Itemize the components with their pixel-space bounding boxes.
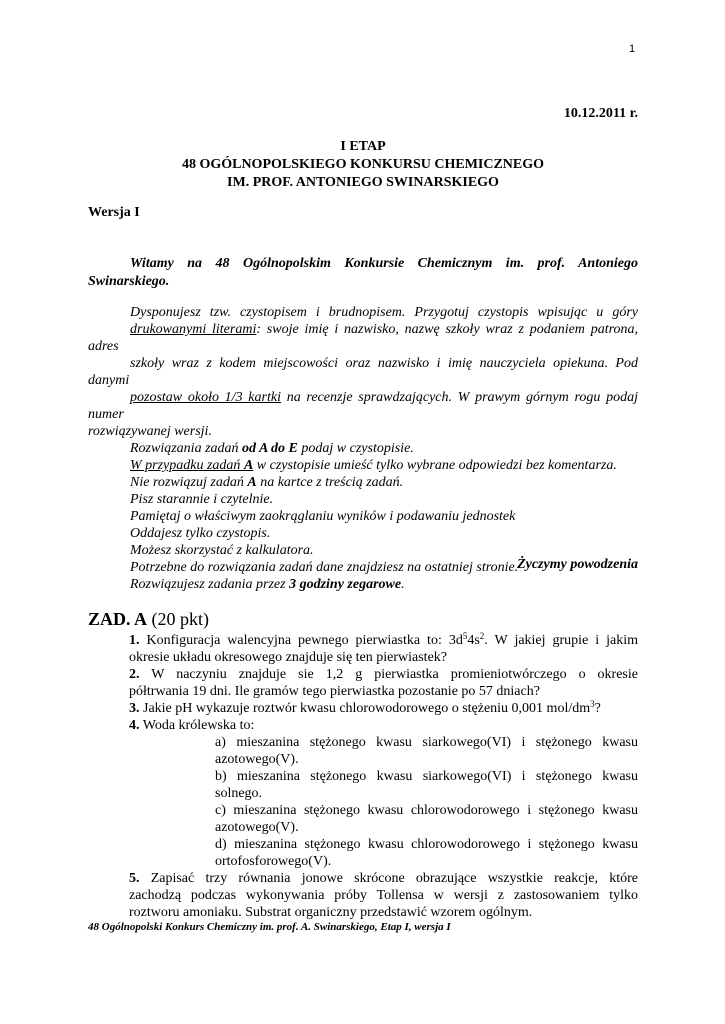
question-1-line-2: okresie układu okresowego znajduje się ten pierwiastek? — [129, 650, 448, 665]
document-date: 10.12.2011 r. — [563, 106, 638, 121]
instr-text: : swoje imię i nazwisko, nazwę szkoły wraz z podaniem patrona, adres — [88, 322, 639, 354]
question-text: . W jakiej grupie i jakim — [484, 633, 639, 648]
rule-8: Potrzebne do rozwiązania zadań dane znajdziesz na ostatniej stronie. — [130, 560, 519, 575]
superscript: 3 — [590, 699, 595, 709]
question-text: Woda królewska to: — [139, 718, 255, 733]
question-number: 3. — [129, 701, 140, 716]
question-number: 2. — [129, 667, 140, 682]
task-points: (20 pkt) — [151, 609, 210, 629]
option-a-line-2: azotowego(V). — [215, 752, 299, 767]
question-5 — [129, 870, 638, 921]
answer-options — [215, 734, 638, 870]
option-d-line-1: d) mieszanina stężonego kwasu chlorowodorowego i stężonego kwasu — [215, 837, 638, 852]
question-text: Zapisać trzy równania jonowe skrócone obrazujące wszystkie reakcje, które — [139, 871, 638, 886]
option-c-line-1: c) mieszanina stężonego kwasu chlorowodorowego i stężonego kwasu — [215, 803, 638, 818]
option-b-line-1: b) mieszanina stężonego kwasu siarkowego(VI) i stężonego kwasu — [215, 769, 638, 784]
question-4 — [129, 717, 638, 734]
rule-bold: od A do E — [242, 441, 298, 456]
title-line-2: 48 OGÓLNOPOLSKIEGO KONKURSU CHEMICZNEGO — [181, 157, 545, 172]
rule-text: Rozwiązania zadań — [130, 441, 243, 456]
rule-bold: 3 godziny zegarowe — [289, 577, 402, 592]
rule-6: Oddajesz tylko czystopis. — [130, 526, 271, 541]
title-line-3: IM. PROF. ANTONIEGO SWINARSKIEGO — [227, 175, 499, 190]
rule-text: . — [401, 577, 405, 592]
underlined-text: W przypadku zadań — [130, 458, 244, 473]
rule-7: Możesz skorzystać z kalkulatora. — [130, 543, 314, 558]
instr-line-1: Dysponujesz tzw. czystopisem i brudnopisem. Przygotuj czystopis wpisując u góry — [130, 305, 638, 320]
question-2 — [129, 666, 638, 700]
question-number: 5. — [129, 871, 140, 886]
question-5-line-1 — [129, 870, 638, 887]
underlined-text: pozostaw około 1/3 kartki — [130, 390, 281, 405]
superscript: 5 — [462, 631, 468, 641]
page-footer: 48 Ogólnopolski Konkurs Chemiczny im. prof. A. Swinarskiego, Etap I, wersja I — [88, 921, 451, 933]
rule-2 — [88, 457, 638, 474]
instr-line-2 — [88, 321, 638, 355]
option-d-line-2: ortofosforowego(V). — [215, 854, 332, 869]
welcome-paragraph — [88, 255, 638, 290]
rule-5: Pamiętaj o właściwym zaokrąglaniu wyników i podawaniu jednostek — [130, 509, 516, 524]
task-label: ZAD. A — [88, 609, 148, 629]
question-text: 4s — [467, 633, 480, 648]
version-label: Wersja I — [88, 205, 140, 220]
rule-1 — [88, 440, 638, 457]
page-number: 1 — [629, 43, 636, 55]
question-text: ? — [594, 701, 601, 716]
option-c-line-2: azotowego(V). — [215, 820, 299, 835]
task-heading — [88, 609, 209, 630]
option-b-line-2: solnego. — [215, 786, 263, 801]
question-number: 1. — [129, 633, 140, 648]
question-2-line-1 — [129, 666, 638, 683]
question-text: Jakie pH wykazuje roztwór kwasu chlorowodorowego o stężeniu 0,001 mol/dm — [139, 701, 591, 716]
instructions-block — [88, 304, 638, 593]
question-text: Konfiguracja walencyjna pewnego pierwiastka to: 3d — [139, 633, 463, 648]
rule-9 — [88, 576, 638, 593]
question-3 — [129, 700, 638, 717]
question-2-line-2: półtrwania 19 dni. Ile gramów tego pierwiastka pozostanie po 57 dniach? — [129, 684, 540, 699]
instr-line-5: rozwiązywanej wersji. — [88, 424, 212, 439]
rule-text: w czystopisie umieść tylko wybrane odpowiedzi bez komentarza. — [253, 458, 617, 473]
rule-text: na kartce z treścią zadań. — [256, 475, 404, 490]
instr-line-4 — [88, 389, 638, 423]
document-title — [88, 138, 638, 192]
rule-3 — [88, 474, 638, 491]
rule-text: Nie rozwiązuj zadań — [130, 475, 248, 490]
underlined-text: drukowanymi literami — [130, 322, 257, 337]
question-text: W naczyniu znajduje sie 1,2 g pierwiastka promieniotwórczego o okresie — [139, 667, 638, 682]
rule-4: Pisz starannie i czytelnie. — [130, 492, 274, 507]
question-5-line-2: zachodzą podczas wykonywania próby Tollensa w wersji z zastosowaniem tylko — [129, 888, 638, 903]
rule-text: podaj w czystopisie. — [297, 441, 414, 456]
superscript: 2 — [479, 631, 485, 641]
welcome-line-1: Witamy na 48 Ogólnopolskim Konkursie Chemicznym im. prof. Antoniego — [130, 256, 638, 271]
good-luck-text: Życzymy powodzenia — [517, 557, 638, 572]
rule-bold: A — [243, 458, 254, 473]
instr-line-3: szkoły wraz z kodem miejscowości oraz nazwisko i imię nauczyciela opiekuna. Pod danymi — [88, 356, 638, 388]
question-5-line-3: roztworu amoniaku. Substrat organiczny przedstawić wzorem ogólnym. — [129, 905, 533, 920]
instructions-paragraph — [88, 304, 638, 440]
question-1-line-1 — [129, 632, 638, 649]
rule-text: Rozwiązujesz zadania przez — [130, 577, 290, 592]
question-1 — [129, 632, 638, 666]
welcome-line-2: Swinarskiego. — [88, 273, 170, 289]
question-number: 4. — [129, 718, 140, 733]
rule-bold: A — [247, 475, 257, 490]
title-line-1: I ETAP — [340, 139, 386, 154]
instr-text: na recenzje sprawdzających. W prawym górnym rogu podaj numer — [88, 390, 638, 422]
option-a-line-1: a) mieszanina stężonego kwasu siarkowego(VI) i stężonego kwasu — [215, 735, 638, 750]
